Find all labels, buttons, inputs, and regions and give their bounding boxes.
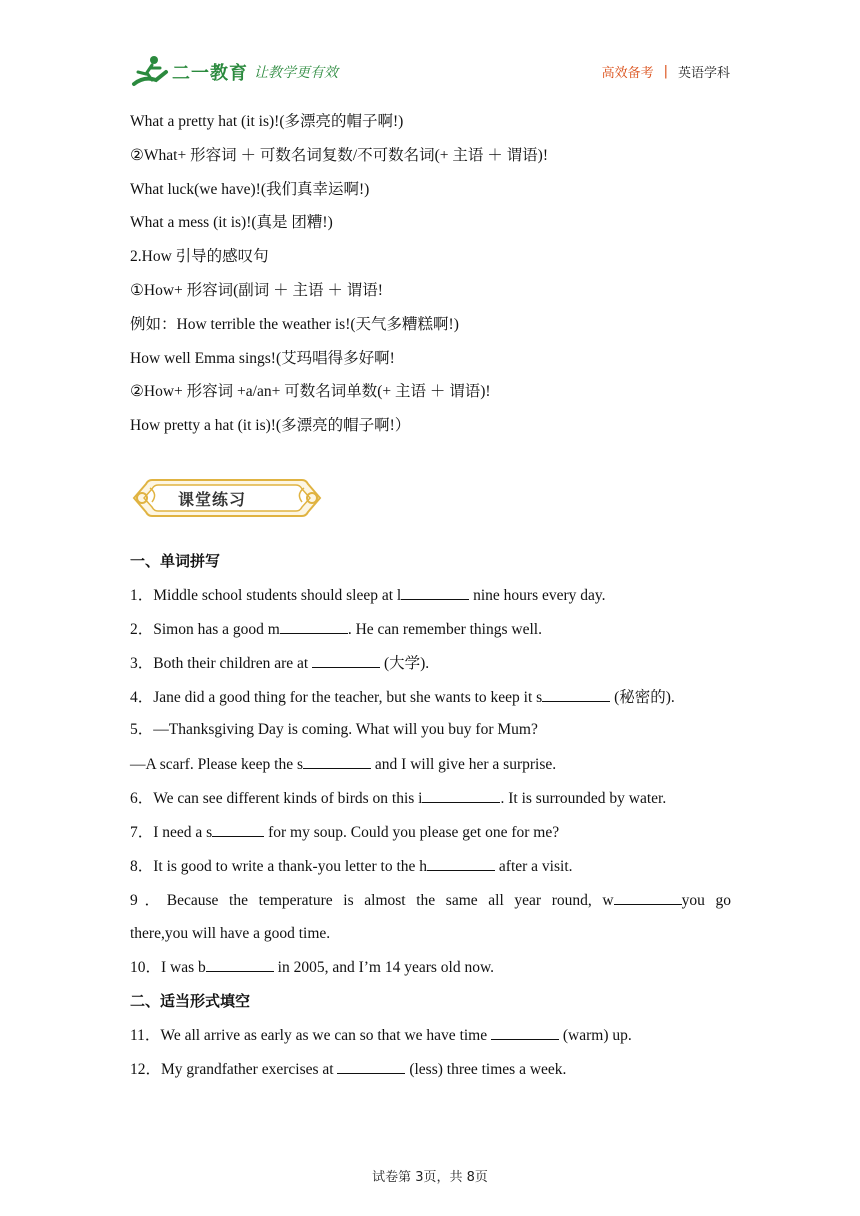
header-separator: | [663, 64, 668, 79]
answer-blank[interactable] [401, 585, 469, 600]
question-7: 7．I need a s for my soup. Could you please get one for me? [130, 824, 560, 841]
section-banner [130, 476, 324, 520]
logo-slogan: 让教学更有效 [254, 65, 338, 81]
text-line: How pretty a hat (it is)!(多漂亮的帽子啊!） [130, 417, 411, 434]
page-footer: 试卷第 3页，共 8页 [372, 1170, 488, 1185]
text-line: ①How+ 形容词(副词 ＋ 主语 ＋ 谓语! [130, 282, 383, 299]
answer-blank[interactable] [212, 822, 264, 837]
answer-blank[interactable] [614, 890, 682, 905]
answer-blank[interactable] [542, 687, 610, 702]
answer-blank[interactable] [337, 1059, 405, 1074]
header-subject-label: 英语学科 [677, 66, 730, 81]
page-header [130, 52, 730, 92]
question-9: 9．Because the temperature is almost the same all year round, w you go [130, 892, 731, 909]
answer-blank[interactable] [491, 1025, 559, 1040]
question-10: 10．I was b in 2005, and I’m 14 years old now. [130, 959, 495, 976]
question-5-answer: —A scarf. Please keep the s and I will give her a surprise. [130, 756, 557, 773]
header-exam-label: 高效备考 [601, 66, 654, 81]
question-6: 6．We can see different kinds of birds on this i . It is surrounded by water. [130, 790, 667, 807]
question-4: 4．Jane did a good thing for the teacher, but she wants to keep it s (秘密的). [130, 689, 675, 706]
text-line: What a pretty hat (it is)!(多漂亮的帽子啊!) [130, 113, 404, 130]
text-line: ②How+ 形容词 +a/an+ 可数名词单数(+ 主语 ＋ 谓语)! [130, 383, 491, 400]
answer-blank[interactable] [312, 653, 380, 668]
text-line: 2.How 引导的感叹句 [130, 248, 269, 265]
header-subject [602, 62, 730, 81]
question-8: 8．It is good to write a thank-you letter to the h after a visit. [130, 858, 573, 875]
text-line: ②What+ 形容词 ＋ 可数名词复数/不可数名词(+ 主语 ＋ 谓语)! [130, 147, 548, 164]
answer-blank[interactable] [427, 856, 495, 871]
text-line: How well Emma sings!(艾玛唱得多好啊! [130, 350, 395, 367]
question-3: 3．Both their children are at (大学). [130, 655, 430, 672]
logo [130, 52, 338, 92]
section-title: 二、适当形式填空 [130, 992, 251, 1010]
question-2: 2．Simon has a good m . He can remember things well. [130, 621, 542, 638]
answer-blank[interactable] [303, 754, 371, 769]
answer-blank[interactable] [422, 788, 500, 803]
question-9-cont: there,you will have a good time. [130, 925, 331, 942]
banner-label: 课堂练习 [178, 490, 247, 509]
question-11: 11．We all arrive as early as we can so that we have time (warm) up. [130, 1027, 632, 1044]
answer-blank[interactable] [206, 957, 274, 972]
question-5: 5．—Thanksgiving Day is coming. What will you buy for Mum? [130, 721, 538, 738]
text-line: What a mess (it is)!(真是 团糟!) [130, 214, 333, 231]
question-12: 12．My grandfather exercises at (less) three times a week. [130, 1061, 567, 1078]
text-line: 例如：How terrible the weather is!(天气多糟糕啊!) [130, 316, 459, 333]
section-title: 一、单词拼写 [130, 552, 221, 570]
text-line: What luck(we have)!(我们真幸运啊!) [130, 181, 370, 198]
running-man-icon [130, 54, 170, 90]
logo-name: 二一教育 [172, 63, 248, 84]
answer-blank[interactable] [280, 619, 348, 634]
question-1: 1．Middle school students should sleep at l nine hours every day. [130, 587, 606, 604]
